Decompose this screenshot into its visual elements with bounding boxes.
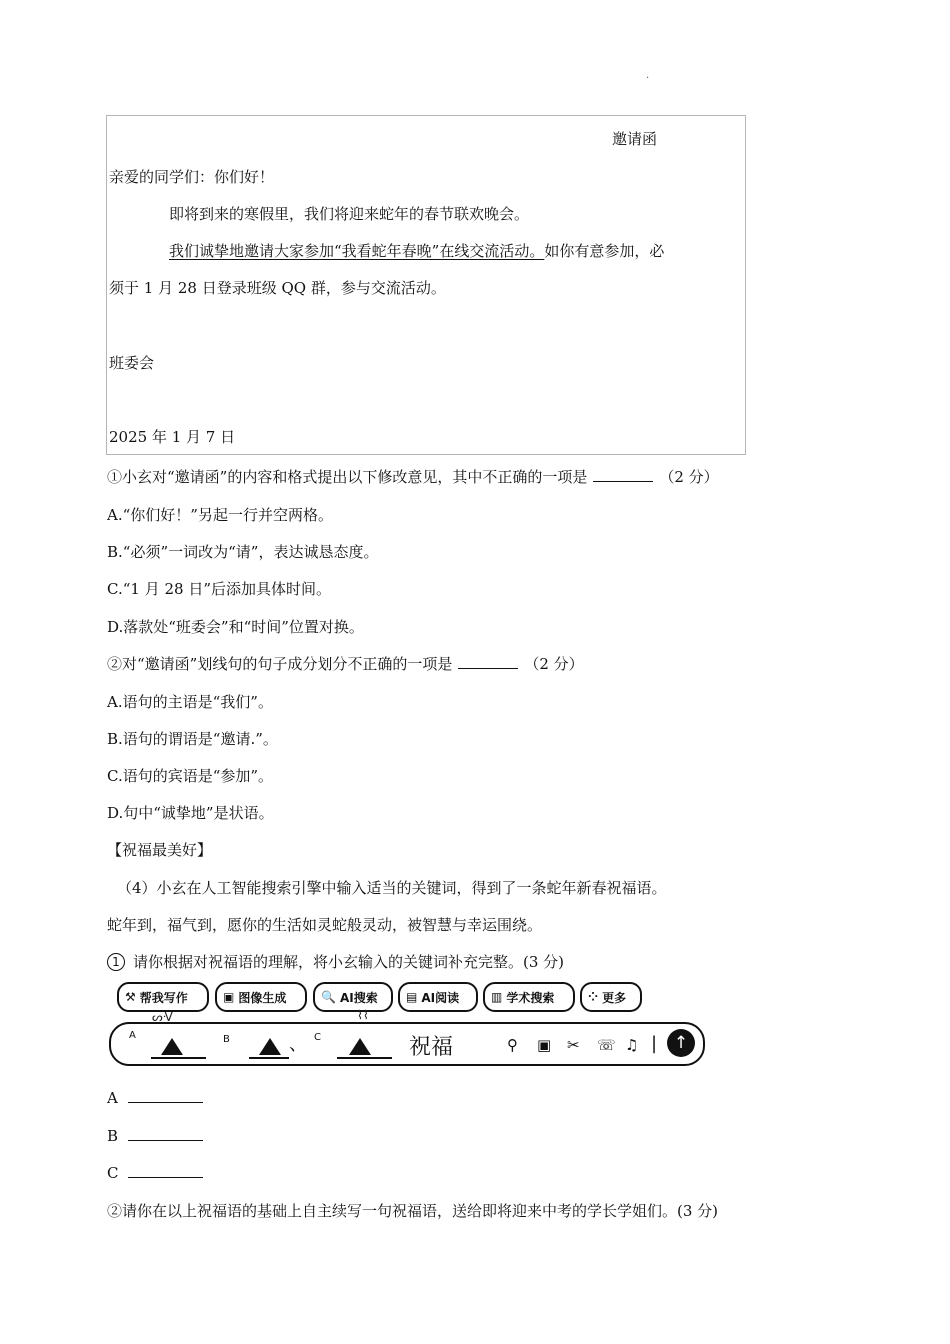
academic-icon: ▥	[491, 990, 503, 1004]
q1-option-d: D.落款处“班委会”和“时间”位置对换。	[107, 618, 364, 636]
q2-answer-blank[interactable]	[458, 656, 518, 669]
q2-option-a: A.语句的主语是“我们”。	[107, 693, 273, 711]
keyword-text: 祝福	[409, 1035, 454, 1060]
invitation-letter	[106, 115, 746, 455]
phone-icon[interactable]: ☏	[597, 1036, 616, 1054]
slot-underline-c	[337, 1057, 392, 1059]
chip-ai-search[interactable]	[313, 982, 393, 1012]
chip-label: AI阅读	[421, 990, 460, 1005]
q4-blessing: 蛇年到，福气到，愿你的生活如灵蛇般灵动，被智慧与幸运围绕。	[107, 916, 543, 934]
q2-option-d: D.句中“诚挚地”是状语。	[107, 804, 274, 822]
answer-label-c: C	[107, 1164, 119, 1182]
slot-underline-b	[249, 1057, 289, 1059]
send-button[interactable]: ↑	[667, 1029, 695, 1057]
microphone-icon[interactable]: ♫	[625, 1036, 639, 1054]
writing-icon: ⚒	[125, 990, 136, 1004]
q2-prompt-text: ②对“邀请函”划线句的句子成分划分不正确的一项是	[107, 655, 453, 673]
ai-search-screenshot	[107, 978, 707, 1072]
letter-para1: 即将到来的寒假里，我们将迎来蛇年的春节联欢晚会。	[169, 205, 530, 223]
q4-sub1	[107, 951, 564, 972]
q1-answer-blank[interactable]	[593, 469, 653, 482]
underlined-sentence: 我们诚挚地邀请大家参加“我看蛇年春晚”在线交流活动。	[169, 242, 545, 260]
letter-greeting: 亲爱的同学们：你们好！	[109, 168, 275, 186]
image-icon: ▣	[223, 990, 235, 1004]
q4-sub2: ②请你在以上祝福语的基础上自主续写一句祝福语，送给即将迎来中考的学长学姐们。(3 分)	[107, 1202, 719, 1220]
grid-icon: ⁘	[588, 990, 599, 1004]
chip-label: AI搜索	[339, 990, 378, 1005]
answer-line-c	[107, 1164, 203, 1182]
answer-blank-a[interactable]	[128, 1090, 203, 1103]
slot-label-a: A	[129, 1030, 136, 1041]
chip-academic[interactable]	[483, 982, 575, 1012]
q2-score: （2 分）	[524, 655, 584, 673]
triangle-icon	[349, 1038, 371, 1055]
search-input-bar[interactable]	[109, 1022, 705, 1066]
chip-label: 帮我写作	[139, 990, 188, 1005]
slot-underline-a	[151, 1057, 206, 1059]
paperclip-icon[interactable]: ⚲	[507, 1036, 518, 1054]
q1-option-a: A.“你们好！”另起一行并空两格。	[107, 506, 333, 524]
q1-score: （2 分）	[659, 468, 719, 486]
circled-number: 1	[107, 953, 125, 971]
q4-intro: （4）小玄在人工智能搜索引擎中输入适当的关键词，得到了一条蛇年新春祝福语。	[117, 879, 667, 897]
chip-writing[interactable]	[117, 982, 209, 1012]
answer-blank-c[interactable]	[128, 1165, 203, 1178]
divider: |	[651, 1033, 658, 1054]
separator: 、	[289, 1034, 307, 1055]
slot-label-c: C	[314, 1032, 321, 1043]
q1-option-c: C.“1 月 28 日”后添加具体时间。	[107, 580, 331, 598]
q1-prompt	[107, 466, 719, 487]
q2-prompt	[107, 653, 584, 674]
q2-option-c: C.语句的宾语是“参加”。	[107, 767, 274, 785]
chip-more[interactable]	[580, 982, 642, 1012]
q4-sub1-text: 请你根据对祝福语的理解，将小玄输入的关键词补充完整。(3 分)	[133, 953, 565, 971]
search-icon: 🔍	[321, 990, 336, 1004]
answer-blank-b[interactable]	[128, 1128, 203, 1141]
scissors-icon[interactable]: ✂	[567, 1036, 580, 1054]
answer-label-b: B	[107, 1127, 119, 1145]
letter-para2-cont: 须于 1 月 28 日登录班级 QQ 群，参与交流活动。	[109, 279, 446, 297]
chip-ai-reading[interactable]	[398, 982, 478, 1012]
letter-para2-rest: 如你有意参加，必	[544, 242, 665, 260]
q1-option-b: B.“必须”一词改为“请”，表达诚恳态度。	[107, 543, 379, 561]
letter-title: 邀请函	[612, 130, 658, 148]
corner-dot: .	[646, 70, 650, 81]
scribble-mark: ᔕᐺ	[152, 1010, 173, 1024]
chip-label: 更多	[602, 990, 627, 1005]
chip-image-gen[interactable]	[215, 982, 307, 1012]
book-icon: ▤	[406, 990, 418, 1004]
q1-prompt-text: ①小玄对“邀请函”的内容和格式提出以下修改意见，其中不正确的一项是	[107, 468, 588, 486]
triangle-icon	[161, 1038, 183, 1055]
answer-line-a	[107, 1089, 203, 1107]
answer-line-b	[107, 1127, 203, 1145]
letter-date: 2025 年 1 月 7 日	[109, 428, 236, 446]
scribble-mark: ⌇⌇	[357, 1008, 369, 1022]
image-icon[interactable]: ▣	[537, 1036, 552, 1054]
chip-label: 学术搜索	[506, 990, 555, 1005]
section-title: 【祝福最美好】	[107, 841, 213, 859]
slot-label-b: B	[223, 1034, 230, 1045]
triangle-icon	[259, 1038, 281, 1055]
letter-para2	[169, 240, 664, 261]
q2-option-b: B.语句的谓语是“邀请.”。	[107, 730, 278, 748]
answer-label-a: A	[107, 1089, 118, 1107]
letter-signature: 班委会	[109, 354, 155, 372]
chip-label: 图像生成	[238, 990, 287, 1005]
